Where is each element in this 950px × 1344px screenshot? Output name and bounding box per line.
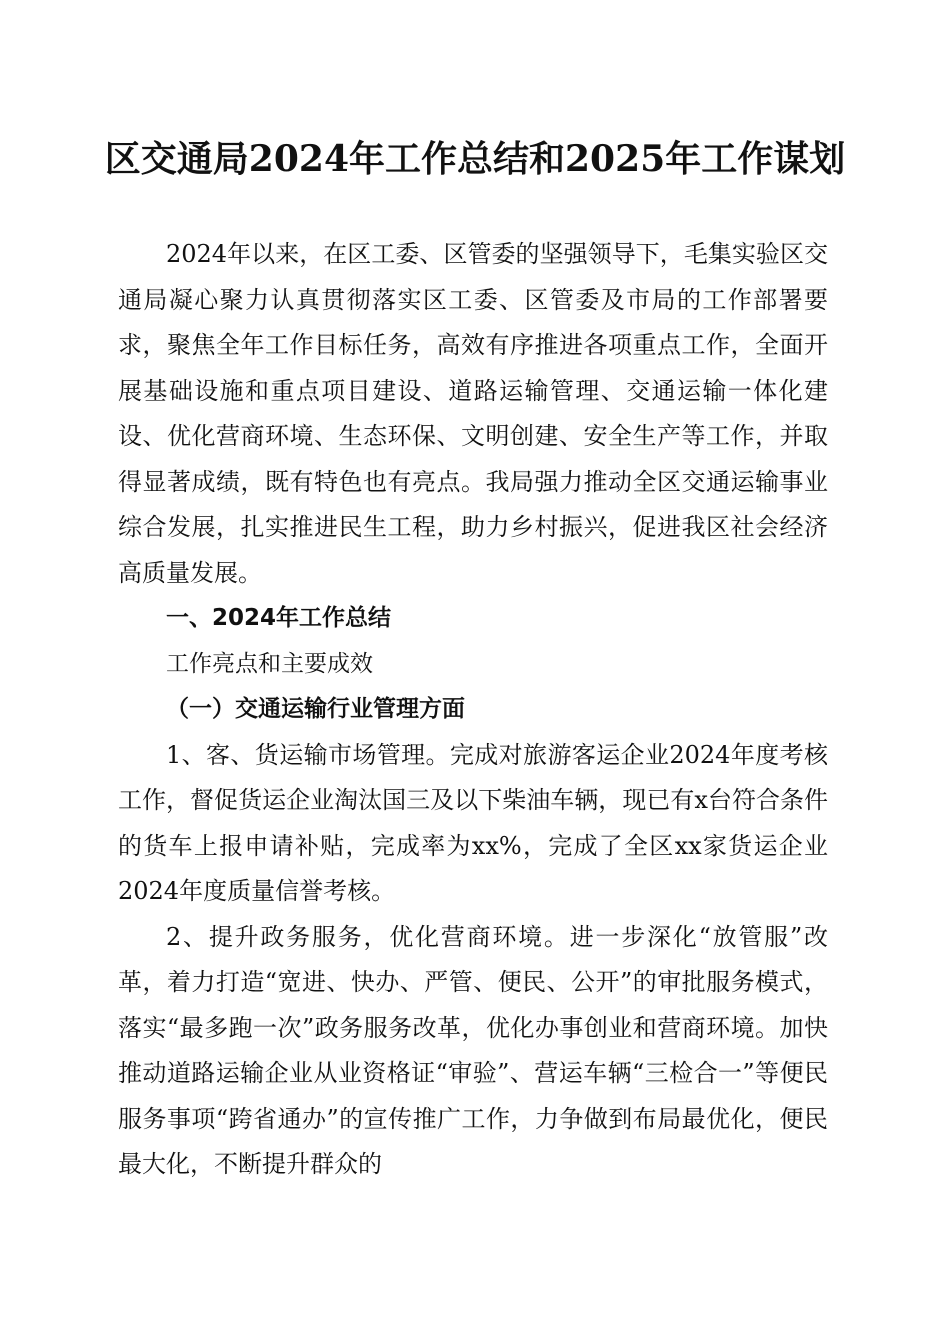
item-paragraph-2: 2、提升政务服务，优化营商环境。进一步深化“放管服”改革，着力打造“宽进、快办、严管、便民、公开”的审批服务模式，落实“最多跑一次”政务服务改革，优化办事创业和营商环境。加快推动道路运输企业从业资格证“审验”、营运车辆“三检合一”等便民服务事项“跨省通办”的宣传推广工作，力争做到布局最优化，便民最大化，不断提升群众的 [118, 922, 828, 1178]
subsection-heading: （一）交通运输行业管理方面 [166, 696, 465, 722]
document-body [118, 232, 828, 1188]
document-title: 区交通局2024年工作总结和2025年工作谋划 [104, 138, 846, 180]
intro-paragraph: 2024年以来，在区工委、区管委的坚强领导下，毛集实验区交通局凝心聚力认真贯彻落实区工委、区管委及市局的工作部署要求，聚焦全年工作目标任务，高效有序推进各项重点工作，全面开展基础设施和重点项目建设、道路运输管理、交通运输一体化建设、优化营商环境、生态环保、文明创建、安全生产等工作，并取得显著成绩，既有特色也有亮点。我局强力推动全区交通运输事业综合发展，扎实推进民生工程，助力乡村振兴，促进我区社会经济高质量发展。 [118, 240, 828, 587]
item-paragraph-1: 1、客、货运输市场管理。完成对旅游客运企业2024年度考核工作，督促货运企业淘汰国三及以下柴油车辆，现已有x台符合条件的货车上报申请补贴，完成率为xx%，完成了全区xx家货运企业2024年度质量信誉考核。 [118, 740, 828, 905]
section-subheading: 工作亮点和主要成效 [166, 650, 373, 677]
section-heading: 一、2024年工作总结 [166, 605, 392, 631]
